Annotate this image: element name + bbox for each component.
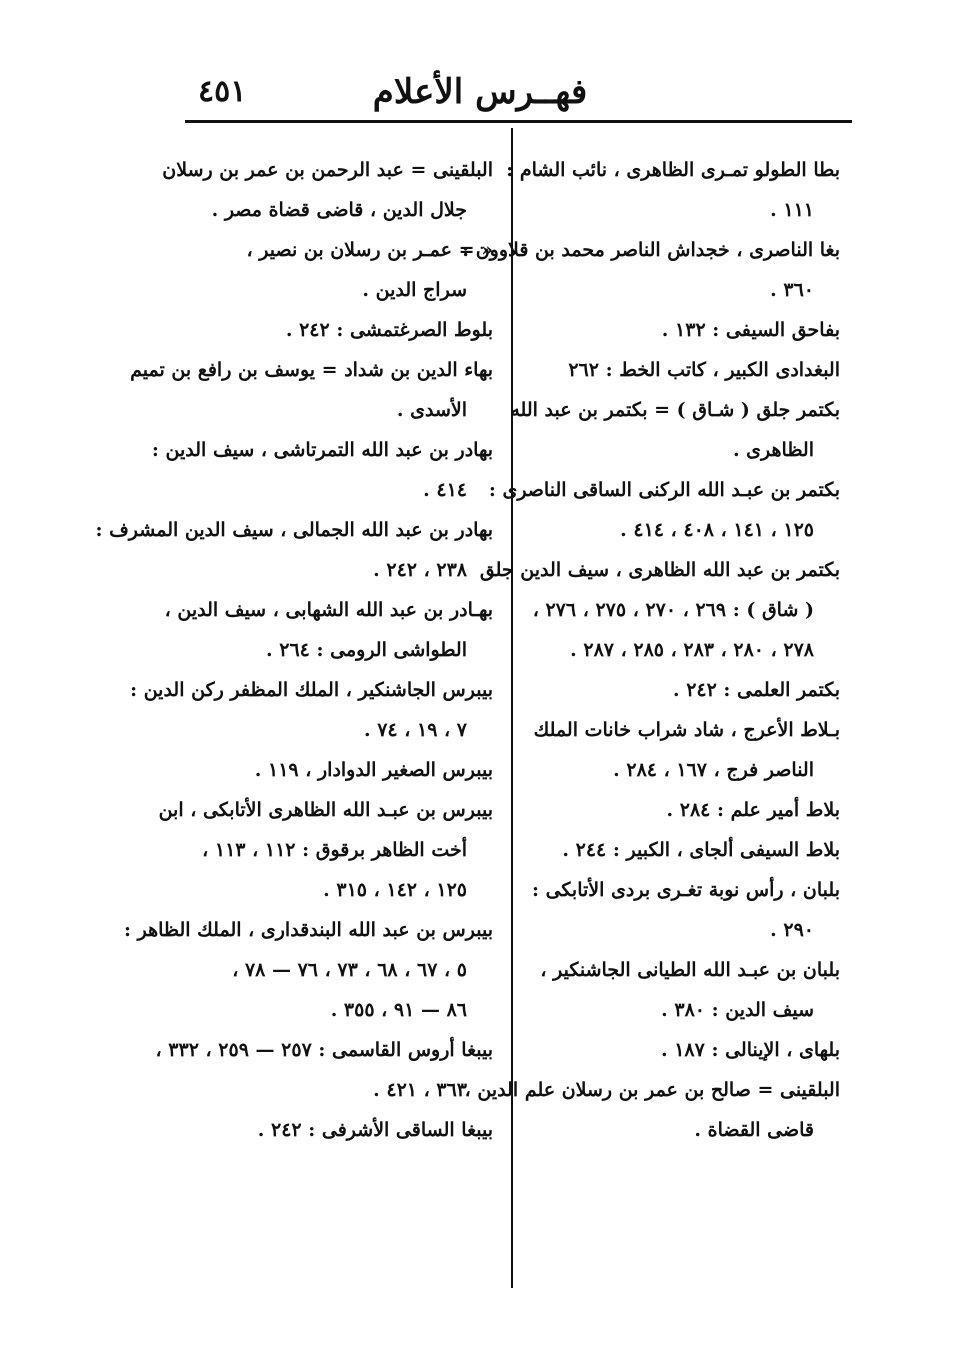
index-entry: [164, 590, 493, 670]
index-entry: [530, 710, 840, 790]
index-entry: [479, 550, 840, 670]
entry-continuation-line: الناصر فرج ، ١٦٧ ، ٢٨٤ .: [613, 759, 814, 781]
entry-heading-line: بيبرس الصغير الدوادار ، ١١٩ .: [254, 759, 493, 781]
index-entry: [530, 350, 840, 390]
entry-continuation-line: ٤١٤ .: [423, 479, 467, 501]
entry-heading-line: بلهاى ، الإينالى : ١٨٧ .: [660, 1039, 840, 1061]
index-entry: [530, 670, 840, 710]
entry-heading-line: بكتمر بن عبـد الله الركنى الساقى الناصرى :: [488, 479, 840, 501]
entry-continuation-line: ١٢٥ ، ١٤١ ، ٤٠٨ ، ٤١٤ .: [620, 519, 814, 541]
entry-continuation-line: ١٢٥ ، ١٤٢ ، ٣١٥ .: [323, 879, 467, 901]
entry-heading-line: بـلاط الأعرج ، شاد شراب خانات الملك: [533, 719, 840, 741]
index-entry: [464, 1070, 840, 1150]
index-entry: [95, 510, 493, 590]
index-entry: [158, 790, 493, 910]
index-entry: [188, 750, 493, 790]
page-title: فهــرس الأعلام: [372, 72, 588, 112]
index-entry: [123, 910, 493, 1030]
entry-heading-line: بيبغا الساقى الأشرفى : ٢٤٢ .: [257, 1119, 493, 1141]
entry-heading-line: البلقينى = صالح بن عمر بن رسلان علم الدين ،: [464, 1079, 840, 1101]
index-entry: [188, 230, 493, 310]
entry-continuation-line: ٣٦٠ .: [770, 279, 814, 301]
entry-heading-line: بطا الطولو تمـرى الظاهرى ، نائب الشام :: [506, 159, 840, 181]
index-entry: [188, 1110, 493, 1150]
entry-continuation-line: أخت الظاهر برقوق : ١١٢ ، ١١٣ ،: [202, 839, 467, 861]
index-entry: [162, 150, 493, 230]
entry-continuation-line: ٨٦ — ٩١ ، ٣٥٥ .: [330, 999, 467, 1021]
entry-continuation-line: ( شاق ) : ٢٦٩ ، ٢٧٠ ، ٢٧٥ ، ٢٧٦ ،: [532, 599, 814, 621]
index-entry: [530, 310, 840, 350]
entry-heading-line: البغدادى الكبير ، كاتب الخط : ٢٦٢: [568, 359, 840, 381]
index-entry: [130, 350, 493, 430]
index-entry: [510, 390, 840, 470]
index-column-left: [95, 150, 493, 1150]
entry-continuation-line: ٣٦٣ ، ٤٢١ .: [373, 1079, 467, 1101]
entry-continuation-line: ٢٧٨ ، ٢٨٠ ، ٢٨٣ ، ٢٨٥ ، ٢٨٧ .: [570, 639, 814, 661]
index-entry: [462, 230, 840, 310]
index-entry: [130, 670, 493, 750]
entry-heading-line: بهـادر بن عبد الله الشهابى ، سيف الدين ،: [164, 599, 493, 621]
entry-heading-line: « = عمـر بن رسلان بن نصير ،: [246, 239, 493, 261]
entry-heading-line: بكتمر العلمى : ٢٤٢ .: [672, 679, 840, 701]
index-entry: [188, 310, 493, 350]
entry-continuation-line: جلال الدين ، قاضى قضاة مصر .: [211, 199, 467, 221]
index-entry: [530, 1030, 840, 1070]
entry-heading-line: بفاحق السيفى : ١٣٢ .: [661, 319, 840, 341]
entry-heading-line: بيبرس الجاشنكير ، الملك المظفر ركن الدين :: [130, 679, 493, 701]
entry-continuation-line: سيف الدين : ٣٨٠ .: [661, 999, 814, 1021]
entry-continuation-line: الأسدى .: [396, 399, 467, 421]
entry-continuation-line: سراج الدين .: [362, 279, 467, 301]
entry-heading-line: بهادر بن عبد الله التمرتاشى ، سيف الدين :: [151, 439, 493, 461]
entry-heading-line: بكتمر بن عبد الله الظاهرى ، سيف الدين جلق: [479, 559, 840, 581]
entry-heading-line: بغا الناصرى ، خجداش الناصر محمد بن قلاوون :: [462, 239, 840, 261]
entry-continuation-line: قاضى القضاة .: [694, 1119, 814, 1141]
entry-continuation-line: ٢٩٠ .: [770, 919, 814, 941]
entry-continuation-line: ١١١ .: [770, 199, 814, 221]
entry-heading-line: البلقينى = عبد الرحمن بن عمر بن رسلان: [162, 159, 493, 181]
index-entry: [488, 470, 840, 550]
entry-heading-line: بلاط أمير علم : ٢٨٤ .: [666, 799, 840, 821]
entry-continuation-line: ٧ ، ١٩ ، ٧٤ .: [363, 719, 467, 741]
entry-heading-line: بيبرس بن عبـد الله الظاهرى الأتابكى ، ابن: [158, 799, 493, 821]
entry-heading-line: بلبان بن عبـد الله الطيانى الجاشنكير ،: [540, 959, 840, 981]
entry-heading-line: بيبغا أروس القاسمى : ٢٥٧ — ٢٥٩ ، ٣٣٢ ،: [155, 1039, 493, 1061]
entry-continuation-line: ٢٣٨ ، ٢٤٢ .: [373, 559, 467, 581]
entry-heading-line: بيبرس بن عبد الله البندقدارى ، الملك الظاهر :: [123, 919, 493, 941]
entry-heading-line: بهاء الدين بن شداد = يوسف بن رافع بن تميم: [130, 359, 493, 381]
entry-continuation-line: الظاهرى .: [732, 439, 814, 461]
entry-heading-line: بلاط السيفى ألجاى ، الكبير : ٢٤٤ .: [562, 839, 840, 861]
index-entry: [151, 430, 493, 510]
entry-continuation-line: ٥ ، ٦٧ ، ٦٨ ، ٧٣ ، ٧٦ — ٧٨ ،: [232, 959, 467, 981]
entry-heading-line: بكتمر جلق ( شـاق ) = بكتمر بن عبد الله: [510, 399, 840, 421]
page-number: ٤٥١: [198, 74, 247, 109]
entry-heading-line: بلوط الصرغتمشى : ٢٤٢ .: [285, 319, 493, 341]
index-entry: [155, 1030, 493, 1110]
index-entry: [530, 950, 840, 1030]
index-entry: [530, 830, 840, 870]
entry-heading-line: بهادر بن عبد الله الجمالى ، سيف الدين المشرف :: [95, 519, 493, 541]
entry-heading-line: بلبان ، رأس نوبة تغـرى بردى الأتابكى :: [531, 879, 840, 901]
header-rule: [185, 120, 852, 123]
index-entry: [506, 150, 840, 230]
entry-continuation-line: الطواشى الرومى : ٢٦٤ .: [266, 639, 467, 661]
index-column-right: [462, 150, 840, 1150]
index-entry: [530, 790, 840, 830]
index-entry: [530, 870, 840, 950]
column-divider: [511, 128, 513, 1288]
